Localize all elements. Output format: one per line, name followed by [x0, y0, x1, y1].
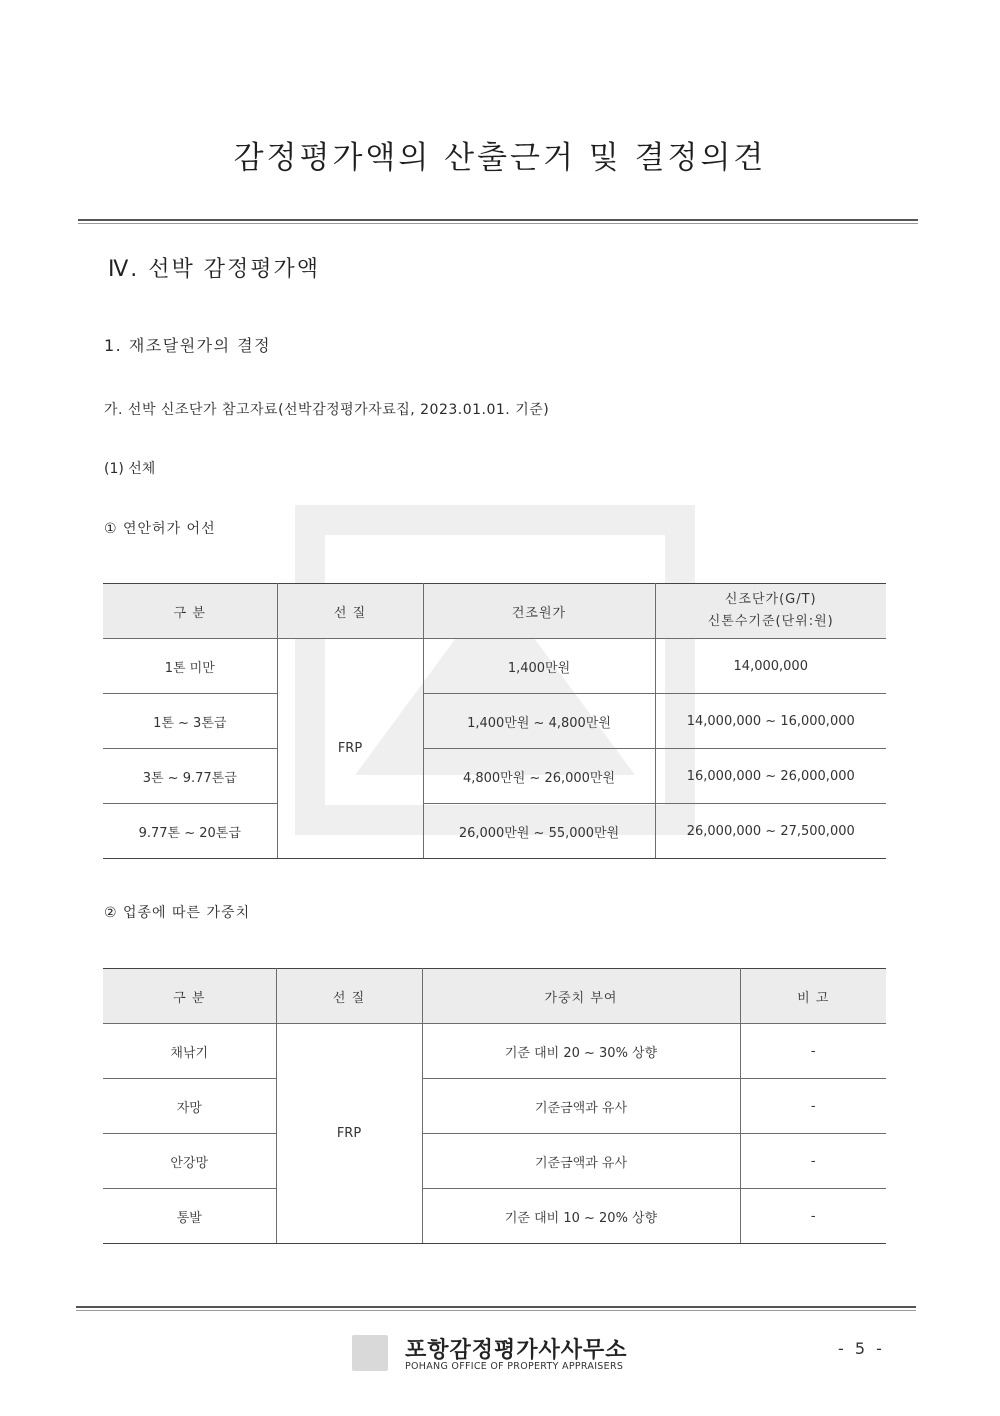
- cell-weighting: 기준 대비 10 ~ 20% 상향: [422, 1189, 740, 1244]
- page-title: 감정평가액의 산출근거 및 결정의견: [233, 140, 767, 176]
- col-header-remarks: 비 고: [740, 969, 886, 1024]
- cell-category: 3톤 ~ 9.77톤급: [103, 749, 277, 804]
- table-row: [103, 694, 886, 749]
- cell-category: 1톤 ~ 3톤급: [103, 694, 277, 749]
- cell-hull-material: FRP: [276, 1024, 422, 1244]
- table-row: [103, 639, 886, 694]
- cell-unit-price: 16,000,000 ~ 26,000,000: [655, 749, 886, 804]
- cell-build-cost: 4,800만원 ~ 26,000만원: [423, 749, 655, 804]
- cell-build-cost: 26,000만원 ~ 55,000만원: [423, 804, 655, 859]
- col-header-hull-material: 선 질: [277, 584, 423, 639]
- cell-remarks: -: [740, 1079, 886, 1134]
- table-row: [103, 1024, 886, 1079]
- cell-unit-price: 14,000,000 ~ 16,000,000: [655, 694, 886, 749]
- new-build-unit-price-table: [103, 583, 886, 859]
- col-header-weighting: 가중치 부여: [422, 969, 740, 1024]
- cell-category: 9.77톤 ~ 20톤급: [103, 804, 277, 859]
- col-header-build-cost: 건조원가: [423, 584, 655, 639]
- page-number: - 5 -: [838, 1339, 885, 1358]
- cell-unit-price: 14,000,000: [655, 639, 886, 694]
- cell-category: 1톤 미만: [103, 639, 277, 694]
- col-header-unit-price-line1: 신조단가(G/T): [724, 592, 817, 607]
- cell-remarks: -: [740, 1189, 886, 1244]
- cell-category: 안강망: [103, 1134, 276, 1189]
- subheading-hull: (1) 선체: [104, 461, 156, 477]
- subheading-weighting-by-fishery: ② 업종에 따른 가중치: [104, 905, 251, 921]
- cell-weighting: 기준 대비 20 ~ 30% 상향: [422, 1024, 740, 1079]
- cell-remarks: -: [740, 1134, 886, 1189]
- weighting-table: [103, 968, 886, 1244]
- col-header-category: 구 분: [103, 584, 277, 639]
- cell-weighting: 기준금액과 유사: [422, 1134, 740, 1189]
- section-heading: Ⅳ. 선박 감정평가액: [108, 257, 321, 282]
- table-row: [103, 1079, 886, 1134]
- cell-category: 채낚기: [103, 1024, 276, 1079]
- cell-category: 통발: [103, 1189, 276, 1244]
- cell-weighting: 기준금액과 유사: [422, 1079, 740, 1134]
- col-header-unit-price: [655, 584, 886, 639]
- cell-remarks: -: [740, 1024, 886, 1079]
- footer-office-name: 포항감정평가사사무소: [405, 1338, 628, 1363]
- cell-build-cost: 1,400만원 ~ 4,800만원: [423, 694, 655, 749]
- office-logo-icon: [352, 1335, 388, 1371]
- table-header-row: [103, 584, 886, 639]
- cell-hull-material: FRP: [277, 639, 423, 859]
- subheading-coastal-fishing-boat: ① 연안허가 어선: [104, 521, 216, 537]
- footer-divider: [76, 1306, 916, 1311]
- col-header-unit-price-line2: 신톤수기준(단위:원): [707, 614, 834, 629]
- cell-category: 자망: [103, 1079, 276, 1134]
- header-divider: [78, 219, 918, 224]
- subheading-replacement-cost: 1. 재조달원가의 결정: [104, 336, 272, 355]
- col-header-category: 구 분: [103, 969, 276, 1024]
- col-header-hull-material: 선 질: [276, 969, 422, 1024]
- table-row: [103, 749, 886, 804]
- table-row: [103, 804, 886, 859]
- cell-build-cost: 1,400만원: [423, 639, 655, 694]
- cell-unit-price: 26,000,000 ~ 27,500,000: [655, 804, 886, 859]
- subheading-reference-data: 가. 선박 신조단가 참고자료(선박감정평가자료집, 2023.01.01. 기준): [104, 402, 550, 418]
- table-header-row: [103, 969, 886, 1024]
- footer-office-subtitle: POHANG OFFICE OF PROPERTY APPRAISERS: [405, 1361, 624, 1372]
- table-row: [103, 1134, 886, 1189]
- table-row: [103, 1189, 886, 1244]
